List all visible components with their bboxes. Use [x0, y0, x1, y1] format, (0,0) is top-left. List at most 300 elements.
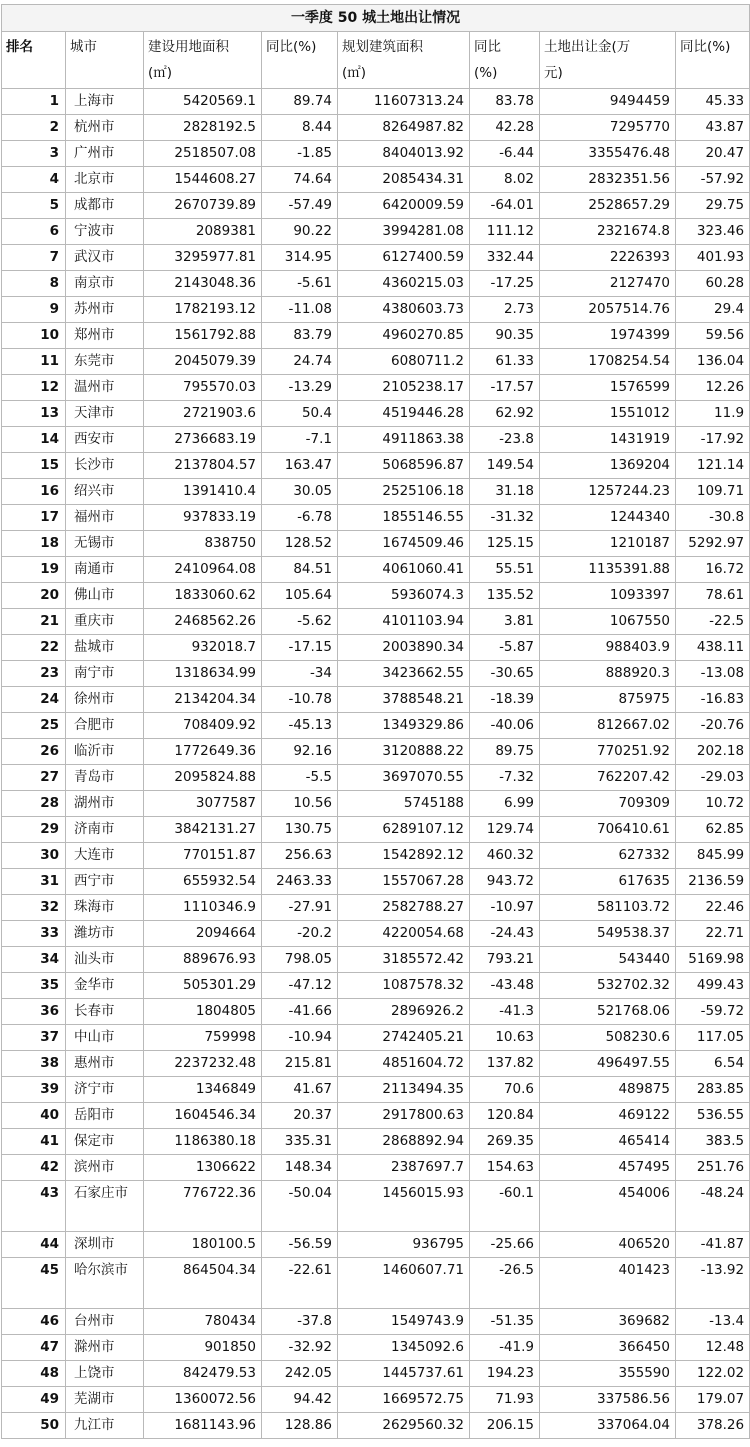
cell-city: 武汉市 — [66, 245, 144, 271]
table-row — [2, 947, 750, 973]
cell-revenue: 1369204 — [540, 453, 676, 479]
cell-revenue-yoy: 251.76 — [676, 1155, 750, 1181]
cell-land-yoy: 83.79 — [262, 323, 338, 349]
cell-floor-yoy: -41.9 — [470, 1335, 540, 1361]
cell-city: 济宁市 — [66, 1077, 144, 1103]
cell-land-yoy: 89.74 — [262, 89, 338, 115]
cell-revenue: 875975 — [540, 687, 676, 713]
cell-floor-yoy: 6.99 — [470, 791, 540, 817]
cell-land-yoy: -7.1 — [262, 427, 338, 453]
table-row — [2, 557, 750, 583]
cell-land-yoy: 335.31 — [262, 1129, 338, 1155]
table-row — [2, 453, 750, 479]
cell-land-yoy: 92.16 — [262, 739, 338, 765]
cell-land-area: 1681143.96 — [144, 1413, 262, 1439]
cell-land-area: 3842131.27 — [144, 817, 262, 843]
cell-floor-yoy: 793.21 — [470, 947, 540, 973]
cell-revenue: 2057514.76 — [540, 297, 676, 323]
cell-floor-yoy: -25.66 — [470, 1232, 540, 1258]
cell-city: 石家庄市 — [66, 1181, 144, 1232]
cell-floor-area: 1345092.6 — [338, 1335, 470, 1361]
cell-city: 西安市 — [66, 427, 144, 453]
cell-revenue: 521768.06 — [540, 999, 676, 1025]
cell-city: 南京市 — [66, 271, 144, 297]
table-row — [2, 1051, 750, 1077]
cell-land-yoy: 10.56 — [262, 791, 338, 817]
cell-floor-area: 4380603.73 — [338, 297, 470, 323]
cell-rank: 24 — [2, 687, 66, 713]
cell-rank: 7 — [2, 245, 66, 271]
cell-land-area: 2134204.34 — [144, 687, 262, 713]
cell-city: 惠州市 — [66, 1051, 144, 1077]
cell-rank: 1 — [2, 89, 66, 115]
table-row — [2, 349, 750, 375]
cell-revenue-yoy: 29.75 — [676, 193, 750, 219]
cell-land-area: 770151.87 — [144, 843, 262, 869]
cell-revenue: 1067550 — [540, 609, 676, 635]
cell-rank: 16 — [2, 479, 66, 505]
cell-revenue-yoy: 109.71 — [676, 479, 750, 505]
cell-floor-area: 2896926.2 — [338, 999, 470, 1025]
table-title-row — [2, 5, 750, 32]
cell-land-yoy: -47.12 — [262, 973, 338, 999]
col-header-revenue-yoy: 同比(%) — [676, 32, 750, 89]
cell-revenue: 1210187 — [540, 531, 676, 557]
cell-rank: 29 — [2, 817, 66, 843]
table-row — [2, 843, 750, 869]
cell-revenue-yoy: 62.85 — [676, 817, 750, 843]
cell-land-yoy: 2463.33 — [262, 869, 338, 895]
cell-revenue: 1257244.23 — [540, 479, 676, 505]
cell-floor-area: 5745188 — [338, 791, 470, 817]
cell-rank: 34 — [2, 947, 66, 973]
cell-floor-area: 1557067.28 — [338, 869, 470, 895]
cell-city: 南宁市 — [66, 661, 144, 687]
cell-floor-area: 3423662.55 — [338, 661, 470, 687]
cell-land-area: 1804805 — [144, 999, 262, 1025]
cell-city: 上饶市 — [66, 1361, 144, 1387]
table-row — [2, 323, 750, 349]
cell-land-area: 932018.7 — [144, 635, 262, 661]
table-row — [2, 219, 750, 245]
cell-city: 滨州市 — [66, 1155, 144, 1181]
cell-city: 深圳市 — [66, 1232, 144, 1258]
cell-floor-area: 3697070.55 — [338, 765, 470, 791]
cell-land-area: 1391410.4 — [144, 479, 262, 505]
cell-city: 中山市 — [66, 1025, 144, 1051]
cell-revenue: 1576599 — [540, 375, 676, 401]
cell-land-area: 838750 — [144, 531, 262, 557]
cell-revenue-yoy: 29.4 — [676, 297, 750, 323]
cell-floor-yoy: -51.35 — [470, 1309, 540, 1335]
cell-revenue-yoy: 12.26 — [676, 375, 750, 401]
cell-floor-yoy: 70.6 — [470, 1077, 540, 1103]
cell-floor-area: 4101103.94 — [338, 609, 470, 635]
cell-rank: 32 — [2, 895, 66, 921]
table-row — [2, 193, 750, 219]
cell-floor-yoy: 943.72 — [470, 869, 540, 895]
table-row — [2, 1025, 750, 1051]
cell-land-yoy: -56.59 — [262, 1232, 338, 1258]
cell-land-yoy: -5.5 — [262, 765, 338, 791]
cell-floor-yoy: 111.12 — [470, 219, 540, 245]
cell-floor-yoy: -5.87 — [470, 635, 540, 661]
cell-revenue: 617635 — [540, 869, 676, 895]
col-header-floor-yoy-unit: (%) — [474, 65, 498, 81]
cell-rank: 23 — [2, 661, 66, 687]
cell-revenue: 2226393 — [540, 245, 676, 271]
cell-rank: 49 — [2, 1387, 66, 1413]
cell-city: 潍坊市 — [66, 921, 144, 947]
cell-rank: 50 — [2, 1413, 66, 1439]
cell-floor-yoy: -7.32 — [470, 765, 540, 791]
cell-land-yoy: -22.61 — [262, 1258, 338, 1309]
cell-revenue: 549538.37 — [540, 921, 676, 947]
cell-floor-yoy: -41.3 — [470, 999, 540, 1025]
col-header-land-area-unit: (㎡) — [148, 65, 173, 81]
cell-floor-area: 4851604.72 — [338, 1051, 470, 1077]
cell-revenue: 581103.72 — [540, 895, 676, 921]
cell-revenue: 1431919 — [540, 427, 676, 453]
cell-floor-area: 2105238.17 — [338, 375, 470, 401]
cell-city: 上海市 — [66, 89, 144, 115]
cell-floor-yoy: -17.25 — [470, 271, 540, 297]
cell-revenue: 762207.42 — [540, 765, 676, 791]
cell-revenue-yoy: 5292.97 — [676, 531, 750, 557]
cell-revenue-yoy: -30.8 — [676, 505, 750, 531]
cell-floor-yoy: 61.33 — [470, 349, 540, 375]
cell-land-area: 1561792.88 — [144, 323, 262, 349]
cell-revenue-yoy: 22.71 — [676, 921, 750, 947]
cell-revenue: 2528657.29 — [540, 193, 676, 219]
cell-floor-area: 5936074.3 — [338, 583, 470, 609]
cell-land-yoy: 128.86 — [262, 1413, 338, 1439]
cell-floor-yoy: 71.93 — [470, 1387, 540, 1413]
cell-floor-yoy: -30.65 — [470, 661, 540, 687]
cell-land-yoy: 798.05 — [262, 947, 338, 973]
cell-land-yoy: 74.64 — [262, 167, 338, 193]
cell-revenue-yoy: 179.07 — [676, 1387, 750, 1413]
cell-floor-yoy: 83.78 — [470, 89, 540, 115]
cell-land-area: 2095824.88 — [144, 765, 262, 791]
cell-floor-area: 1460607.71 — [338, 1258, 470, 1309]
cell-land-area: 842479.53 — [144, 1361, 262, 1387]
cell-land-yoy: 20.37 — [262, 1103, 338, 1129]
cell-revenue-yoy: -29.03 — [676, 765, 750, 791]
cell-revenue-yoy: 22.46 — [676, 895, 750, 921]
cell-land-area: 2410964.08 — [144, 557, 262, 583]
cell-city: 无锡市 — [66, 531, 144, 557]
cell-land-area: 2143048.36 — [144, 271, 262, 297]
cell-land-yoy: -41.66 — [262, 999, 338, 1025]
header-row — [2, 32, 750, 89]
cell-rank: 21 — [2, 609, 66, 635]
cell-revenue: 1244340 — [540, 505, 676, 531]
cell-city: 苏州市 — [66, 297, 144, 323]
cell-city: 金华市 — [66, 973, 144, 999]
cell-floor-area: 2917800.63 — [338, 1103, 470, 1129]
cell-revenue-yoy: 59.56 — [676, 323, 750, 349]
cell-land-area: 780434 — [144, 1309, 262, 1335]
cell-city: 长沙市 — [66, 453, 144, 479]
table-row — [2, 1387, 750, 1413]
col-header-rank: 排名 — [2, 32, 66, 89]
cell-rank: 38 — [2, 1051, 66, 1077]
table-row — [2, 1335, 750, 1361]
cell-revenue: 888920.3 — [540, 661, 676, 687]
cell-city: 长春市 — [66, 999, 144, 1025]
cell-floor-yoy: 125.15 — [470, 531, 540, 557]
table-row — [2, 817, 750, 843]
cell-rank: 8 — [2, 271, 66, 297]
cell-revenue-yoy: 378.26 — [676, 1413, 750, 1439]
cell-city: 杭州市 — [66, 115, 144, 141]
table-title: 一季度 50 城土地出让情况 — [2, 5, 750, 32]
cell-land-yoy: -10.94 — [262, 1025, 338, 1051]
cell-rank: 5 — [2, 193, 66, 219]
cell-land-area: 795570.03 — [144, 375, 262, 401]
cell-city: 南通市 — [66, 557, 144, 583]
cell-floor-yoy: -6.44 — [470, 141, 540, 167]
cell-floor-yoy: 154.63 — [470, 1155, 540, 1181]
cell-floor-yoy: 89.75 — [470, 739, 540, 765]
cell-land-yoy: 256.63 — [262, 843, 338, 869]
cell-floor-yoy: 31.18 — [470, 479, 540, 505]
cell-rank: 30 — [2, 843, 66, 869]
cell-revenue-yoy: -13.92 — [676, 1258, 750, 1309]
cell-city: 重庆市 — [66, 609, 144, 635]
cell-land-area: 759998 — [144, 1025, 262, 1051]
cell-land-yoy: -57.49 — [262, 193, 338, 219]
cell-land-area: 1346849 — [144, 1077, 262, 1103]
cell-floor-area: 2742405.21 — [338, 1025, 470, 1051]
cell-floor-area: 1445737.61 — [338, 1361, 470, 1387]
cell-rank: 43 — [2, 1181, 66, 1232]
cell-land-yoy: 84.51 — [262, 557, 338, 583]
cell-rank: 31 — [2, 869, 66, 895]
cell-revenue: 406520 — [540, 1232, 676, 1258]
cell-floor-yoy: 55.51 — [470, 557, 540, 583]
cell-revenue-yoy: -17.92 — [676, 427, 750, 453]
cell-city: 北京市 — [66, 167, 144, 193]
cell-rank: 37 — [2, 1025, 66, 1051]
cell-rank: 27 — [2, 765, 66, 791]
cell-land-yoy: -5.62 — [262, 609, 338, 635]
cell-land-yoy: -5.61 — [262, 271, 338, 297]
cell-city: 大连市 — [66, 843, 144, 869]
table-row — [2, 427, 750, 453]
cell-floor-area: 6080711.2 — [338, 349, 470, 375]
cell-land-area: 1360072.56 — [144, 1387, 262, 1413]
cell-rank: 12 — [2, 375, 66, 401]
cell-revenue: 1974399 — [540, 323, 676, 349]
cell-revenue: 1093397 — [540, 583, 676, 609]
cell-land-area: 1782193.12 — [144, 297, 262, 323]
cell-city: 广州市 — [66, 141, 144, 167]
cell-rank: 36 — [2, 999, 66, 1025]
cell-rank: 39 — [2, 1077, 66, 1103]
cell-floor-area: 2387697.7 — [338, 1155, 470, 1181]
cell-revenue-yoy: 43.87 — [676, 115, 750, 141]
cell-land-area: 2721903.6 — [144, 401, 262, 427]
cell-revenue: 2832351.56 — [540, 167, 676, 193]
cell-land-area: 1306622 — [144, 1155, 262, 1181]
table-body — [2, 89, 750, 1439]
cell-land-yoy: 105.64 — [262, 583, 338, 609]
col-header-floor-yoy — [470, 32, 540, 89]
cell-land-area: 776722.36 — [144, 1181, 262, 1232]
cell-revenue-yoy: 12.48 — [676, 1335, 750, 1361]
cell-land-yoy: 30.05 — [262, 479, 338, 505]
cell-rank: 13 — [2, 401, 66, 427]
cell-revenue: 706410.61 — [540, 817, 676, 843]
table-row — [2, 115, 750, 141]
land-sale-table — [1, 4, 750, 1439]
cell-revenue: 7295770 — [540, 115, 676, 141]
cell-land-yoy: -20.2 — [262, 921, 338, 947]
col-header-floor-area-label: 规划建筑面积 — [342, 39, 423, 55]
cell-floor-yoy: 129.74 — [470, 817, 540, 843]
cell-floor-area: 1855146.55 — [338, 505, 470, 531]
table-row — [2, 1155, 750, 1181]
col-header-revenue-unit: 元) — [544, 65, 563, 81]
cell-city: 郑州市 — [66, 323, 144, 349]
cell-land-area: 1833060.62 — [144, 583, 262, 609]
cell-land-yoy: 163.47 — [262, 453, 338, 479]
cell-land-area: 2518507.08 — [144, 141, 262, 167]
cell-revenue: 770251.92 — [540, 739, 676, 765]
cell-revenue-yoy: -57.92 — [676, 167, 750, 193]
table-row — [2, 1077, 750, 1103]
table-row — [2, 245, 750, 271]
cell-floor-area: 2868892.94 — [338, 1129, 470, 1155]
cell-land-yoy: -27.91 — [262, 895, 338, 921]
cell-revenue-yoy: 78.61 — [676, 583, 750, 609]
cell-revenue-yoy: 20.47 — [676, 141, 750, 167]
cell-land-yoy: 314.95 — [262, 245, 338, 271]
cell-rank: 9 — [2, 297, 66, 323]
cell-revenue: 3355476.48 — [540, 141, 676, 167]
cell-land-yoy: -50.04 — [262, 1181, 338, 1232]
cell-land-area: 2089381 — [144, 219, 262, 245]
cell-revenue-yoy: -20.76 — [676, 713, 750, 739]
cell-land-area: 3077587 — [144, 791, 262, 817]
cell-revenue: 709309 — [540, 791, 676, 817]
cell-land-yoy: 41.67 — [262, 1077, 338, 1103]
table-row — [2, 895, 750, 921]
cell-floor-yoy: -17.57 — [470, 375, 540, 401]
cell-rank: 14 — [2, 427, 66, 453]
cell-revenue-yoy: 121.14 — [676, 453, 750, 479]
cell-floor-yoy: 120.84 — [470, 1103, 540, 1129]
cell-rank: 48 — [2, 1361, 66, 1387]
cell-land-area: 1110346.9 — [144, 895, 262, 921]
cell-rank: 18 — [2, 531, 66, 557]
cell-land-yoy: 50.4 — [262, 401, 338, 427]
cell-revenue: 1708254.54 — [540, 349, 676, 375]
cell-floor-area: 6420009.59 — [338, 193, 470, 219]
cell-land-yoy: -6.78 — [262, 505, 338, 531]
cell-floor-area: 11607313.24 — [338, 89, 470, 115]
cell-city: 保定市 — [66, 1129, 144, 1155]
col-header-floor-area — [338, 32, 470, 89]
cell-land-yoy: 242.05 — [262, 1361, 338, 1387]
cell-land-area: 2468562.26 — [144, 609, 262, 635]
cell-floor-area: 6127400.59 — [338, 245, 470, 271]
cell-rank: 26 — [2, 739, 66, 765]
table-row — [2, 1258, 750, 1309]
cell-rank: 40 — [2, 1103, 66, 1129]
cell-land-area: 1318634.99 — [144, 661, 262, 687]
cell-revenue-yoy: 16.72 — [676, 557, 750, 583]
cell-land-yoy: 128.52 — [262, 531, 338, 557]
cell-floor-area: 1542892.12 — [338, 843, 470, 869]
cell-city: 汕头市 — [66, 947, 144, 973]
cell-floor-yoy: 194.23 — [470, 1361, 540, 1387]
cell-revenue: 369682 — [540, 1309, 676, 1335]
cell-floor-yoy: -26.5 — [470, 1258, 540, 1309]
cell-revenue-yoy: 5169.98 — [676, 947, 750, 973]
table-row — [2, 1103, 750, 1129]
cell-revenue: 366450 — [540, 1335, 676, 1361]
cell-land-yoy: -11.08 — [262, 297, 338, 323]
cell-revenue: 355590 — [540, 1361, 676, 1387]
table-row — [2, 869, 750, 895]
cell-floor-area: 3185572.42 — [338, 947, 470, 973]
cell-floor-area: 4360215.03 — [338, 271, 470, 297]
cell-city: 青岛市 — [66, 765, 144, 791]
table-row — [2, 765, 750, 791]
table-row — [2, 271, 750, 297]
cell-floor-yoy: -18.39 — [470, 687, 540, 713]
cell-revenue: 401423 — [540, 1258, 676, 1309]
table-row — [2, 999, 750, 1025]
cell-revenue-yoy: -59.72 — [676, 999, 750, 1025]
cell-revenue-yoy: 401.93 — [676, 245, 750, 271]
cell-rank: 2 — [2, 115, 66, 141]
cell-revenue-yoy: -13.08 — [676, 661, 750, 687]
cell-floor-yoy: 10.63 — [470, 1025, 540, 1051]
cell-rank: 4 — [2, 167, 66, 193]
cell-rank: 6 — [2, 219, 66, 245]
cell-city: 芜湖市 — [66, 1387, 144, 1413]
table-row — [2, 1129, 750, 1155]
col-header-land-area-label: 建设用地面积 — [148, 39, 229, 55]
cell-revenue-yoy: 845.99 — [676, 843, 750, 869]
cell-floor-area: 3788548.21 — [338, 687, 470, 713]
table-row — [2, 713, 750, 739]
cell-floor-yoy: 3.81 — [470, 609, 540, 635]
cell-floor-yoy: 269.35 — [470, 1129, 540, 1155]
cell-floor-yoy: 2.73 — [470, 297, 540, 323]
table-row — [2, 1181, 750, 1232]
cell-revenue: 457495 — [540, 1155, 676, 1181]
cell-city: 哈尔滨市 — [66, 1258, 144, 1309]
cell-city: 福州市 — [66, 505, 144, 531]
cell-floor-area: 1669572.75 — [338, 1387, 470, 1413]
cell-floor-area: 1349329.86 — [338, 713, 470, 739]
cell-land-area: 2828192.5 — [144, 115, 262, 141]
cell-land-area: 889676.93 — [144, 947, 262, 973]
cell-city: 滁州市 — [66, 1335, 144, 1361]
cell-floor-yoy: -40.06 — [470, 713, 540, 739]
cell-rank: 44 — [2, 1232, 66, 1258]
cell-revenue-yoy: 122.02 — [676, 1361, 750, 1387]
cell-revenue-yoy: 383.5 — [676, 1129, 750, 1155]
cell-floor-area: 1087578.32 — [338, 973, 470, 999]
cell-land-yoy: 94.42 — [262, 1387, 338, 1413]
cell-land-area: 1604546.34 — [144, 1103, 262, 1129]
